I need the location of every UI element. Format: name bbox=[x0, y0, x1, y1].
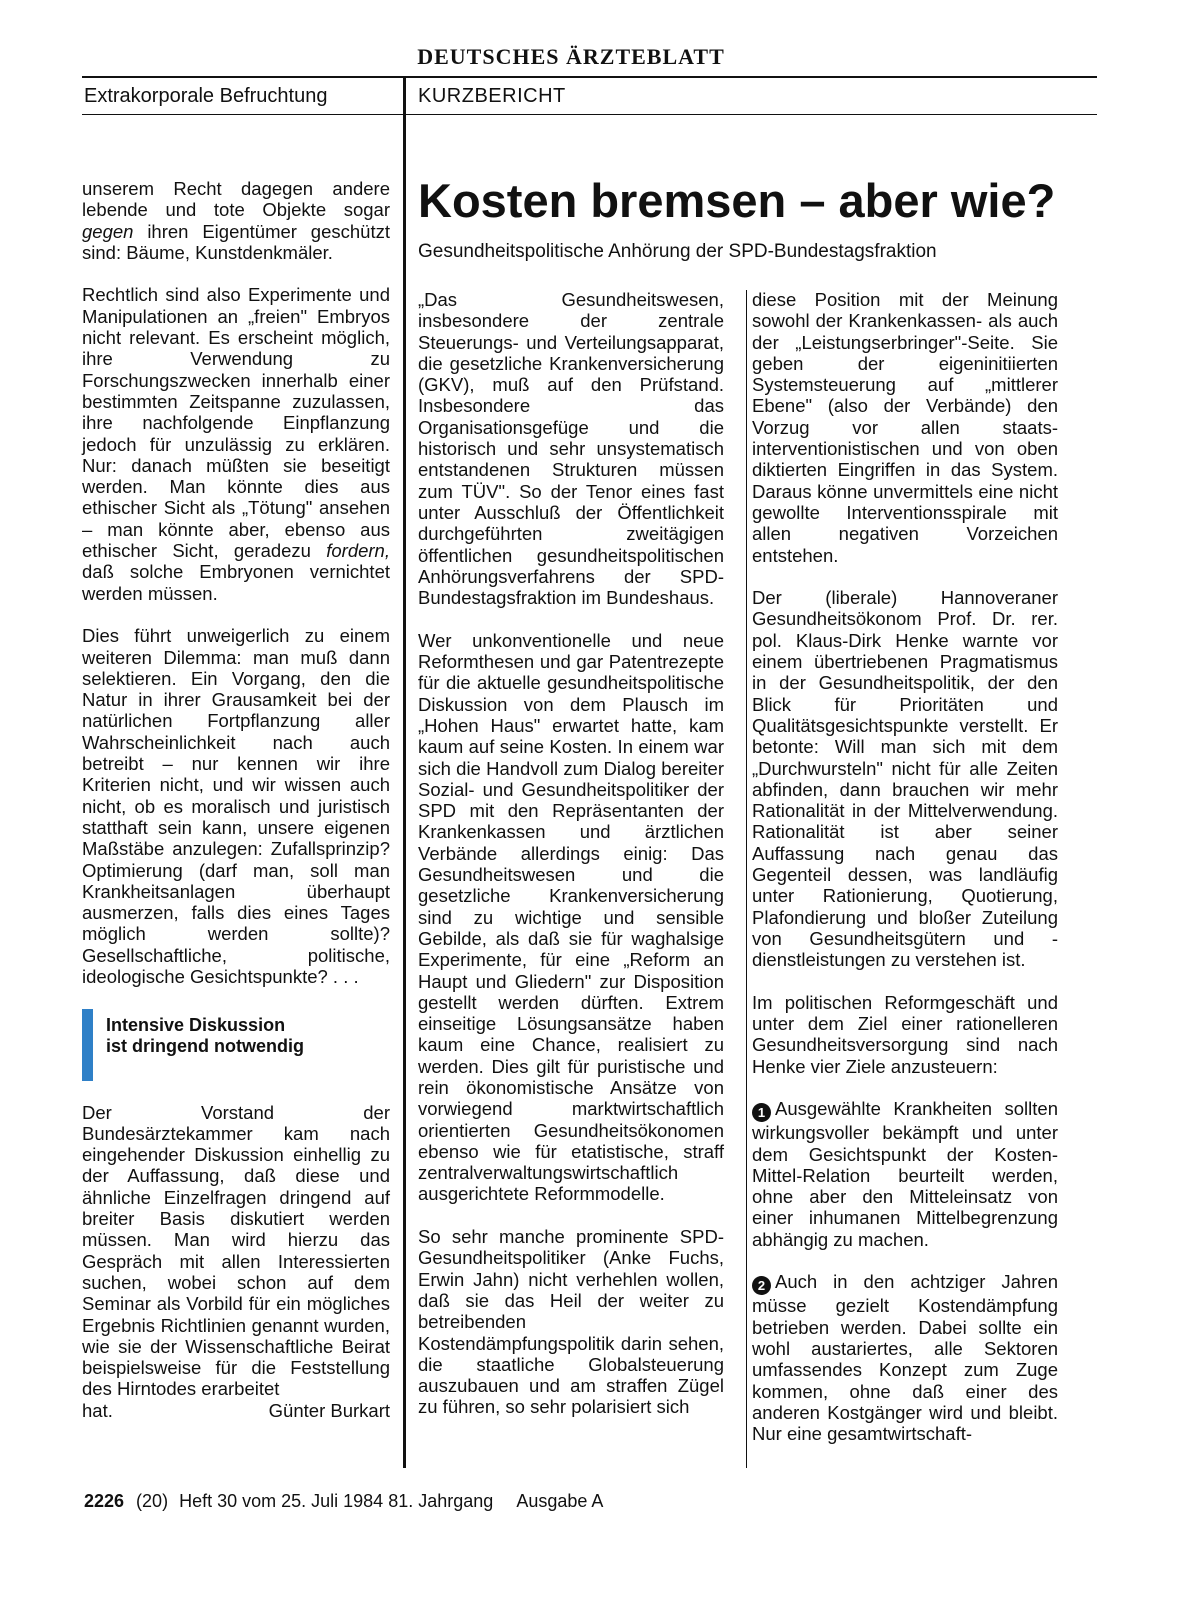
paragraph: Wer unkonventionelle und neue Reformthesen und gar Patentrezepte für die aktuelle gesundheitspolitische Diskussion von dem Plausch im „Hohen Haus" erwartet hatte, kam kaum auf seine Kosten. In einem war sich die Handvoll zum Dialog bereiter Sozial- und Gesundheitspolitiker der SPD mit den Repräsentanten der Krankenkassen und ärztlichen Verbände allerdings einig: Das Gesundheitswesen und die gesetzliche Krankenversicherung sind zu wichtige und sensible Gebilde, als daß sie für waghalsige Experimente, für eine „Reform an Haupt und Gliedern" zur Disposition gestellt werden dürften. Extrem einseitige Lösungsansätze haben kaum eine Chance, realisiert zu werden. Dies gilt für puristische und rein ökonomistische Ansätze von vorwiegend marktwirtschaftlich orientierten Gesundheitsökonomen ebenso wie für etatistische, straff zentralverwaltungswirtschaftlich ausgerichtete Reformmodelle. bbox=[418, 629, 724, 1205]
section-rule bbox=[82, 114, 1097, 115]
text-run: Ausgewählte Krankheiten sollten wirkungsvoller bekämpft und unter dem Gesichtspunkt der Kosten-Mittel-Relation beurteilt werden, ohne aber den Mitteleinsatz von einer inhumanen Mittelbegrenzung abhängig zu machen. bbox=[752, 1098, 1058, 1250]
subheading bbox=[82, 1009, 390, 1077]
page-sub-number: (20) bbox=[136, 1491, 169, 1511]
list-item bbox=[752, 1098, 1058, 1250]
paragraph: So sehr manche prominente SPD-Gesundheitspolitiker (Anke Fuchs, Erwin Jahn) nicht verhehlen wollen, daß sie das Heil der weiter zu betreibenden Kostendämpfungspolitik darin sehen, die staatliche Globalsteuerung auszubauen und am straffen Zügel zu führen, so sehr polarisiert sich bbox=[418, 1226, 724, 1418]
paragraph: Im politischen Reformgeschäft und unter dem Ziel einer rationelleren Gesundheitsversorgung sind nach Henke vier Ziele anzusteuern: bbox=[752, 991, 1058, 1077]
subheading-text bbox=[106, 1015, 390, 1057]
article-title: Kosten bremsen – aber wie? bbox=[418, 174, 1056, 227]
masthead-rule bbox=[82, 76, 1097, 78]
number-bullet-icon: 2 bbox=[752, 1276, 771, 1295]
list-item bbox=[752, 1271, 1058, 1444]
paragraph: Der (liberale) Hannoveraner Gesundheitsökonom Prof. Dr. rer. pol. Klaus-Dirk Henke warnte vor einem übertriebenen Pragmatismus in der Gesundheitspolitik, der den Blick für Prioritäten und Qualitätsgesichtspunkte verstellt. Er betonte: Will man sich mit dem „Durchwursteln" nicht für alle Zeiten abfinden, dann brauchen wir mehr Rationalität in der Mittelverwendung. Rationalität ist aber seiner Auffassung nach genau das Gegenteil dessen, was landläufig unter Rationierung, Quotierung, Plafondierung und bloßer Zuteilung von Gesundheitsgütern und -dienstleistungen zu verstehen ist. bbox=[752, 587, 1058, 971]
column-middle bbox=[418, 289, 724, 1439]
accent-bar bbox=[82, 1009, 93, 1081]
column-divider bbox=[403, 78, 406, 1468]
column-left bbox=[82, 178, 390, 1421]
issue-info: Heft 30 vom 25. Juli 1984 bbox=[179, 1491, 384, 1511]
number-bullet-icon: 1 bbox=[752, 1103, 771, 1122]
text-run: hat. bbox=[82, 1399, 113, 1421]
section-label-right: KURZBERICHT bbox=[418, 85, 566, 107]
text-run: Rechtlich sind also Experimente und Manipulationen an „freien" Embryos nicht relevant. Es erscheint möglich, ihre Verwendung zu Forschungszwecken innerhalb einer bestimmten Zeitspanne zuzulassen, ihre nachfolgende Einpflanzung jedoch für unzulässig zu erklären. Nur: danach müßten sie beseitigt werden. Man könnte dies aus ethischer Sicht als „Tötung" ansehen – man könnte aber, ebenso aus ethischer Sicht, geradezu bbox=[82, 284, 390, 562]
page-footer bbox=[84, 1490, 603, 1512]
paragraph bbox=[82, 1102, 390, 1400]
page-number: 2226 bbox=[84, 1491, 125, 1511]
text-run: unserem Recht dagegen andere lebende und tote Objekte sogar bbox=[82, 178, 390, 221]
paragraph: Dies führt unweigerlich zu einem weiteren Dilemma: man muß dann selektieren. Ein Vorgang, den die Natur in ihrer Grausamkeit bei der natürlichen Fortpflanzung aller Wahrscheinlichkeit nach auch betreibt – nur kennen wir ihre Kriterien nicht, und wir wissen auch nicht, ob es moralisch und juristisch statthaft sein kann, unsere eigenen Maßstäbe anzulegen: Zufallsprinzip? Optimierung (darf man, soll man Krankheitsanlagen überhaupt ausmerzen, falls dies eines Tages möglich werden sollte)? Gesellschaftliche, politische, ideologische Gesichtspunkte? . . . bbox=[82, 625, 390, 987]
text-run: Der Vorstand der Bundesärztekammer kam nach eingehender Diskussion einhellig zu der Auffassung, daß diese und ähnliche Einzelfragen dringend auf breiter Basis diskutiert werden müssen. Man wird hierzu das Gespräch mit allen Interessierten suchen, wobei schon auf dem Seminar als Vorbild für ein mögliches Ergebnis Richtlinien genannt wurden, wie sie der Wissenschaftliche Beirat beispielsweise für die Feststellung des Hirntodes erarbeitet bbox=[82, 1101, 390, 1400]
signature-line bbox=[82, 1400, 390, 1421]
paragraph: diese Position mit der Meinung sowohl der Krankenkassen- als auch der „Leistungserbringer"-Seite. Sie geben der eigeninitiierten Systemsteuerung auf „mittlerer Ebene" (also der Verbände) den Vorzug vor allen staats-interventionistischen und von oben diktierten Eingriffen in das System. Daraus könne unvermittels eine nicht gewollte Interventionsspirale mit allen negativen Vorzeichen entstehen. bbox=[752, 289, 1058, 566]
author-name: Günter Burkart bbox=[268, 1399, 390, 1421]
section-label-left: Extrakorporale Befruchtung bbox=[84, 85, 328, 107]
edition-info: Ausgabe A bbox=[516, 1491, 604, 1511]
article-subtitle: Gesundheitspolitische Anhörung der SPD-Bundestagsfraktion bbox=[418, 241, 937, 262]
column-divider-secondary bbox=[746, 290, 747, 1468]
text-run: daß solche Embryonen vernichtet werden müssen. bbox=[82, 561, 390, 604]
subheading-line: Intensive Diskussion bbox=[106, 1014, 286, 1035]
paragraph bbox=[82, 178, 390, 263]
emphasis: gegen bbox=[82, 220, 134, 242]
volume-info: 81. Jahrgang bbox=[388, 1491, 494, 1511]
subheading-line: ist dringend notwendig bbox=[106, 1035, 304, 1056]
paragraph: „Das Gesundheitswesen, insbesondere der zentrale Steuerungs- und Verteilungsapparat, die gesetzliche Krankenversicherung (GKV), muß auf den Prüfstand. Insbesondere das Organisationsgefüge und die historisch und sehr unsystematisch entstandenen Strukturen müssen zum TÜV". So der Tenor eines fast unter Ausschluß der Öffentlichkeit durchgeführten zweitägigen öffentlichen gesundheitspolitischen Anhörungsverfahrens der SPD-Bundestagsfraktion im Bundeshaus. bbox=[418, 289, 724, 609]
paragraph bbox=[82, 284, 390, 603]
text-run: ihren Eigentümer geschützt sind: Bäume, Kunstdenkmäler. bbox=[82, 220, 390, 263]
masthead: DEUTSCHES ÄRZTEBLATT bbox=[417, 44, 725, 69]
column-right bbox=[752, 289, 1058, 1466]
text-run: Auch in den achtziger Jahren müsse gezielt Kostendämpfung betrieben werden. Dabei sollte ein wohl austariertes, alle Sektoren umfassendes Konzept zum Zuge kommen, ohne daß einer des anderen Kostgänger wird und bleibt. Nur eine gesamtwirtschaft- bbox=[752, 1271, 1058, 1445]
emphasis: fordern, bbox=[326, 540, 390, 562]
